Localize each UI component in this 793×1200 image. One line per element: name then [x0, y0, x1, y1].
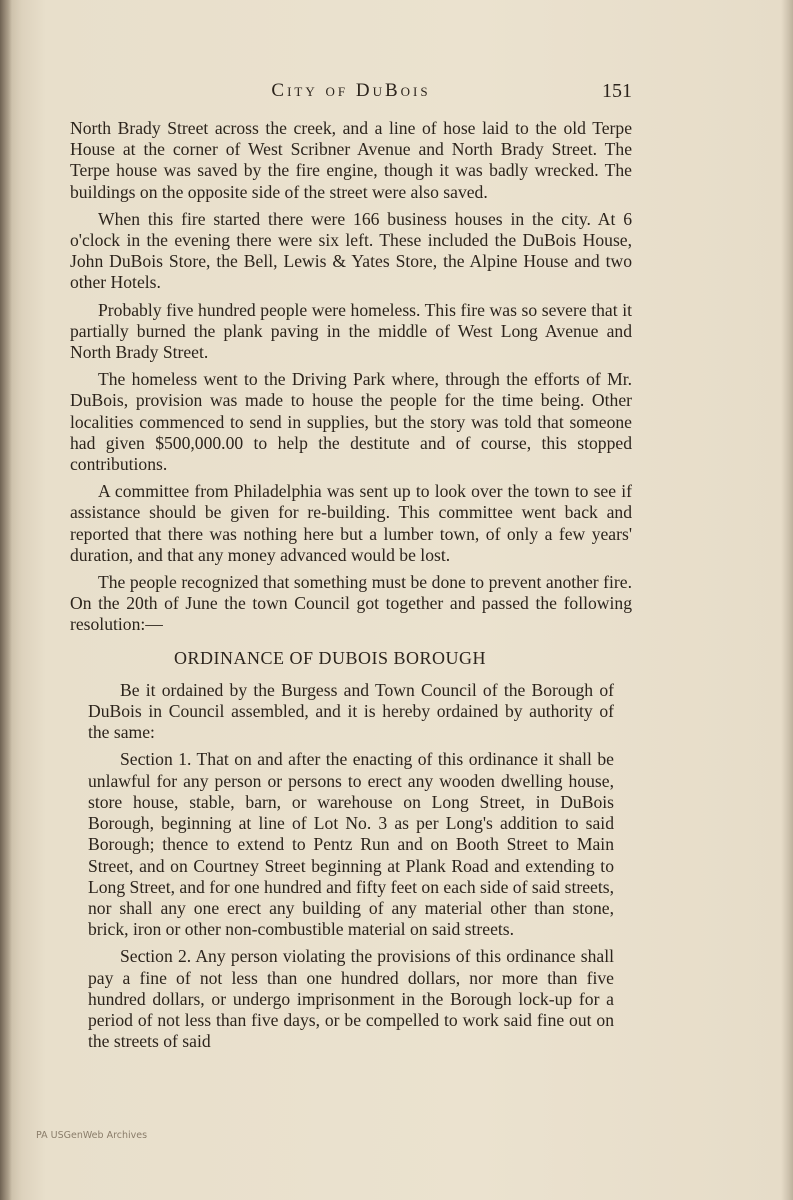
running-title: City of DuBois	[271, 80, 431, 101]
ordinance-heading: ORDINANCE OF DUBOIS BOROUGH	[174, 647, 487, 668]
page-edge	[781, 0, 793, 1200]
paragraph: A committee from Philadelphia was sent up to look over the town to see if assistance should be given for re-building. This committee went back and reported that there was nothing here but a lumber town, of only a few years' duration, and that any money advanced would be lost.	[70, 481, 632, 565]
page-number: 151	[602, 80, 632, 102]
ordinance-preamble: Be it ordained by the Burgess and Town Council of the Borough of DuBois in Council assembled, and it is hereby ordained by authority of the same:	[88, 679, 614, 743]
ordinance-text	[70, 680, 632, 1052]
page-body	[70, 118, 632, 1058]
spine-shadow	[0, 0, 12, 1200]
ordinance-section-2: Section 2. Any person violating the provisions of this ordinance shall pay a fine of not less than one hundred dollars, nor more than five hundred dollars, or undergo imprisonment in the Borough lock-up for a period of not less than five days, or be compelled to work said fine out on the streets of said	[88, 946, 614, 1052]
ordinance-section-1: Section 1. That on and after the enacting of this ordinance it shall be unlawful for any person or persons to erect any wooden dwelling house, store house, stable, barn, or warehouse on Long Street, in DuBois Borough, beginning at line of Lot No. 3 as per Long's addition to said Borough; thence to extend to Pentz Run and on Booth Street to Main Street, and on Courtney Street beginning at Plank Road and extending to Long Street, and for one hundred and fifty feet on each side of said streets, nor shall any one erect any building of any material other than stone, brick, iron or other non-combustible material on said streets.	[88, 749, 614, 940]
archive-watermark: PA USGenWeb Archives	[36, 1130, 148, 1141]
paragraph: The people recognized that something must be done to prevent another fire. On the 20th of June the town Council got together and passed the following resolution:—	[70, 572, 632, 635]
running-header	[70, 80, 632, 108]
paragraph: The homeless went to the Driving Park where, through the efforts of Mr. DuBois, provision was made to house the people for the time being. Other localities commenced to send in supplies, but the story was told that someone had given $500,000.00 to help the destitute and of course, this stopped contributions.	[70, 369, 632, 475]
paragraph: North Brady Street across the creek, and a line of hose laid to the old Terpe House at the corner of West Scribner Avenue and North Brady Street. The Terpe house was saved by the fire engine, though it was badly wrecked. The buildings on the opposite side of the street were also saved.	[70, 118, 632, 202]
paragraph: Probably five hundred people were homeless. This fire was so severe that it partially burned the plank paving in the middle of West Long Avenue and North Brady Street.	[70, 299, 632, 363]
paragraph: When this fire started there were 166 business houses in the city. At 6 o'clock in the evening there were six left. These included the DuBois House, John DuBois Store, the Bell, Lewis & Yates Store, the Alpine House and two other Hotels.	[70, 208, 632, 293]
